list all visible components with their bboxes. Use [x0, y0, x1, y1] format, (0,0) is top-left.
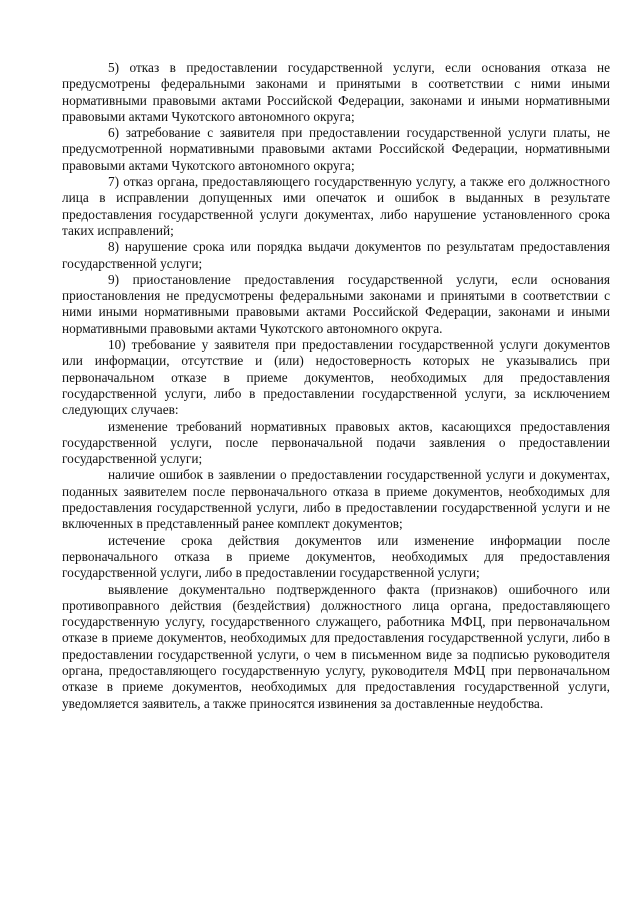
- paragraph-item-5: 5) отказ в предоставлении государственной услуги, если основания отказа не предусмотрены федеральными законами и принятыми в соответствии с ними иными нормативными правовыми актами Российской Федерации, законами и иными нормативными правовыми актами Чукотского автономного округа;: [62, 60, 610, 124]
- paragraph-exception-document-expiry: истечение срока действия документов или изменение информации после первоначального отказа в приеме документов, необходимых для предоставления государственной услуги, либо в предоставлении государственной услуги;: [62, 532, 610, 581]
- document-body: [62, 60, 610, 712]
- paragraph-item-10: 10) требование у заявителя при предоставлении государственной услуги документов или информации, отсутствие и (или) недостоверность которых не указывались при первоначальном отказе в приеме документов, необходимых для предоставления государственной услуги, либо в предоставлении государственной услуги, за исключением следующих случаев:: [62, 337, 610, 418]
- paragraph-item-7: 7) отказ органа, предоставляющего государственную услугу, а также его должностного лица в исправлении допущенных ими опечаток и ошибок в выданных в результате предоставления государственной услуги документах, либо нарушение установленного срока таких исправлений;: [62, 174, 610, 238]
- paragraph-item-6: 6) затребование с заявителя при предоставлении государственной услуги платы, не предусмотренной нормативными правовыми актами Российской Федерации, нормативными правовыми актами Чукотского автономного округа;: [62, 125, 610, 173]
- paragraph-exception-regulation-change: изменение требований нормативных правовых актов, касающихся предоставления государственной услуги, после первоначальной подачи заявления о предоставлении государственной услуги;: [62, 418, 610, 467]
- paragraph-exception-application-errors: наличие ошибок в заявлении о предоставлении государственной услуги и документах, поданных заявителем после первоначального отказа в приеме документов, необходимых для предоставления государственной услуги, либо в предоставлении государственной услуги и не включенных в представленный ранее комплект документов;: [62, 467, 610, 532]
- paragraph-item-9: 9) приостановление предоставления государственной услуги, если основания приостановления не предусмотрены федеральными законами и принятыми в соответствии с ними иными нормативными правовыми актами Российской Федерации, законами и иными нормативными правовыми актами Чукотского автономного округа.: [62, 271, 610, 336]
- paragraph-exception-erroneous-action: выявление документально подтвержденного факта (признаков) ошибочного или противоправного действия (бездействия) должностного лица органа, предоставляющего государственную услугу, государственного служащего, работника МФЦ, при первоначальном отказе в приеме документов, необходимых для предоставления государственной услуги, либо в предоставлении государственной услуги, о чем в письменном виде за подписью руководителя органа, предоставляющего государственную услугу, руководителя МФЦ при первоначальном отказе в приеме документов, необходимых для предоставления государственной услуги, уведомляется заявитель, а также приносятся извинения за доставленные неудобства.: [62, 581, 610, 711]
- paragraph-item-8: 8) нарушение срока или порядка выдачи документов по результатам предоставления государственной услуги;: [62, 239, 610, 271]
